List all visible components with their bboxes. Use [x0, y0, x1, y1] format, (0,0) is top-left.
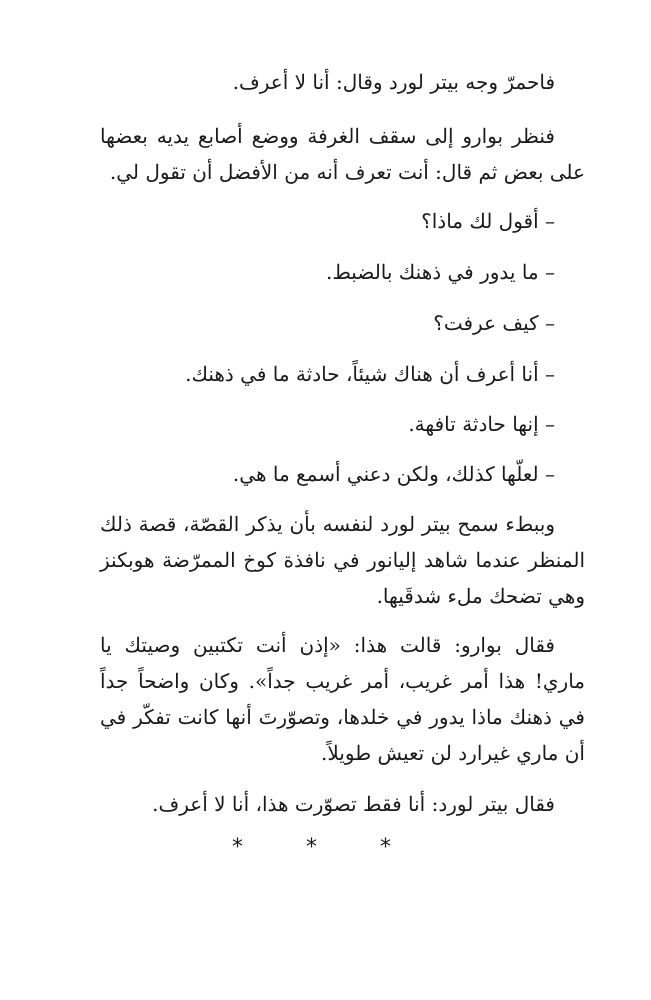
dialog-line-tell-you-what: – أقول لك ماذا؟	[421, 209, 555, 233]
dialog-line-incident-in-mind: – أنا أعرف أن هناك شيئاً، حادثة ما في ذهنك.	[185, 362, 555, 386]
paragraph-poirot-will-quote: فقال بوارو: قالت هذا: «إذن أنت تكتبين وصيتك يا ماري! هذا أمر غريب، أمر غريب جداً». وكان واضحاً جداً في ذهنك ماذا يدور في خلدها، وتصوّرتَ أنها كانت تفكّر في أن ماري غيرارد لن تعيش طويلاً.	[100, 633, 585, 765]
dialog-line-what-is-on-your-mind: – ما يدور في ذهنك بالضبط.	[325, 260, 555, 284]
paragraph-peter-blushed: فاحمرّ وجه بيتر لورد وقال: أنا لا أعرف.	[232, 70, 555, 94]
dialog-line-how-did-you-know: – كيف عرفت؟	[433, 311, 555, 335]
paragraph-peter-only-imagined: فقال بيتر لورد: أنا فقط تصوّرت هذا، أنا لا أعرف.	[152, 792, 555, 816]
dialog-line-let-me-hear: – لعلّها كذلك، ولكن دعني أسمع ما هي.	[232, 462, 555, 486]
dialog-line-trivial-incident: – إنها حادثة تافهة.	[408, 412, 555, 436]
section-break-asterisks: * * *	[232, 835, 419, 860]
paragraph-poirot-looks-at-ceiling: فنظر بوارو إلى سقف الغرفة ووضع أصابع يديه بعضها على بعض ثم قال: أنت تعرف أنه من الأفضل أن تقول لي.	[100, 124, 585, 184]
paragraph-peter-tells-story: وببطء سمح بيتر لورد لنفسه بأن يذكر القصّة، قصة ذلك المنظر عندما شاهد إليانور في نافذة كوخ الممرّضة هوبكنز وهي تضحك ملء شدقَيها.	[100, 512, 585, 608]
